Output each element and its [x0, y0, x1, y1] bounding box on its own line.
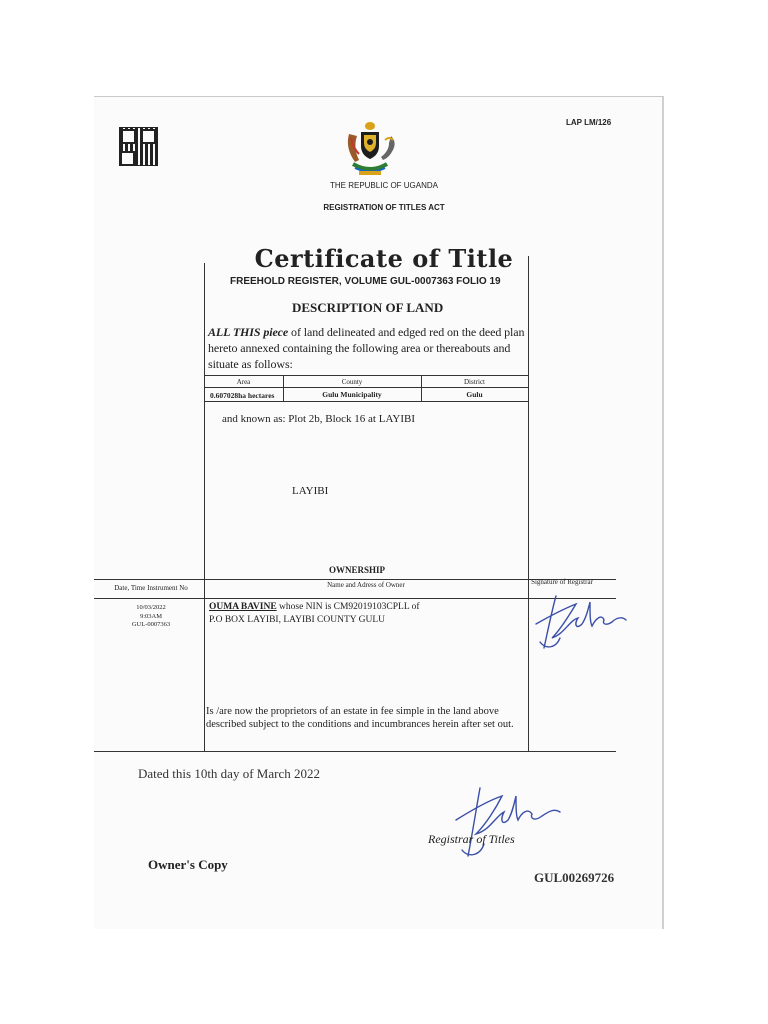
- registrar-label: Registrar of Titles: [428, 832, 515, 846]
- owner-name: OUMA BAVINE: [209, 602, 277, 612]
- dated-line: Dated this 10th day of March 2022: [138, 766, 320, 781]
- frame-right-line: [528, 256, 529, 751]
- land-value-county: Gulu Municipality: [322, 390, 382, 399]
- act-label: REGISTRATION OF TITLES ACT: [323, 203, 445, 212]
- qr-code-finder: [120, 151, 135, 166]
- place-name: LAYIBI: [292, 485, 329, 497]
- republic-label: THE REPUBLIC OF UGANDA: [329, 181, 438, 190]
- ownership-heading: OWNERSHIP: [329, 565, 386, 575]
- frame-left-line: [204, 263, 205, 751]
- register-line: FREEHOLD REGISTER, VOLUME GUL-0007363 FOLIO 19: [230, 276, 501, 287]
- serial-number: GUL00269726: [534, 870, 615, 885]
- land-header-district: District: [464, 378, 485, 386]
- owner-address: P.O BOX LAYIBI, LAYIBI COUNTY GULU: [209, 615, 386, 625]
- piece-text: of land delineated and edged red on the deed plan hereto annexed containing the following area or thereabouts and situate as follows:: [208, 325, 525, 371]
- instrument-time: 9:03AM: [139, 612, 163, 620]
- description-heading: DESCRIPTION OF LAND: [292, 300, 444, 315]
- owner-detail: whose NIN is CM92019103CPLL of: [276, 602, 420, 612]
- land-value-area: 0.607028ha hectares: [210, 391, 275, 400]
- owner-entry: [209, 601, 420, 627]
- instrument-date: 10/03/2022: [136, 604, 166, 611]
- instrument-number: GUL-0007363: [131, 621, 171, 628]
- ownership-bottom-line: [94, 751, 616, 752]
- description-text: [208, 324, 526, 372]
- registrar-signature: [530, 590, 630, 656]
- piece-lead: ALL THIS piece: [208, 325, 289, 339]
- certificate-title: Certificate of Title: [254, 244, 514, 273]
- owners-copy-label: Owner's Copy: [148, 857, 228, 872]
- estate-statement: Is /are now the proprietors of an estate in fee simple in the land above described subject to the conditions and incumbrances herein after set out.: [206, 706, 514, 730]
- registrar-footer-signature: [448, 780, 568, 860]
- land-value-district: Gulu: [466, 390, 483, 399]
- col-name-header: Name and Adress of Owner: [327, 581, 405, 589]
- coat-of-arms-emblem: [341, 120, 399, 178]
- land-header-county: County: [341, 378, 363, 386]
- land-table-mid: [204, 387, 528, 388]
- col-signature-header: Signature of Registrar: [531, 578, 593, 586]
- land-table-top: [204, 375, 528, 376]
- form-code: LAP LM/126: [566, 118, 612, 127]
- col-date-header: Date, Time Instrument No: [114, 584, 188, 592]
- land-header-area: Area: [236, 378, 251, 386]
- certificate-page: [94, 96, 664, 929]
- known-as: and known as: Plot 2b, Block 16 at LAYIBI: [222, 413, 415, 425]
- instrument-details: [100, 604, 202, 630]
- land-table-bottom: [204, 401, 528, 402]
